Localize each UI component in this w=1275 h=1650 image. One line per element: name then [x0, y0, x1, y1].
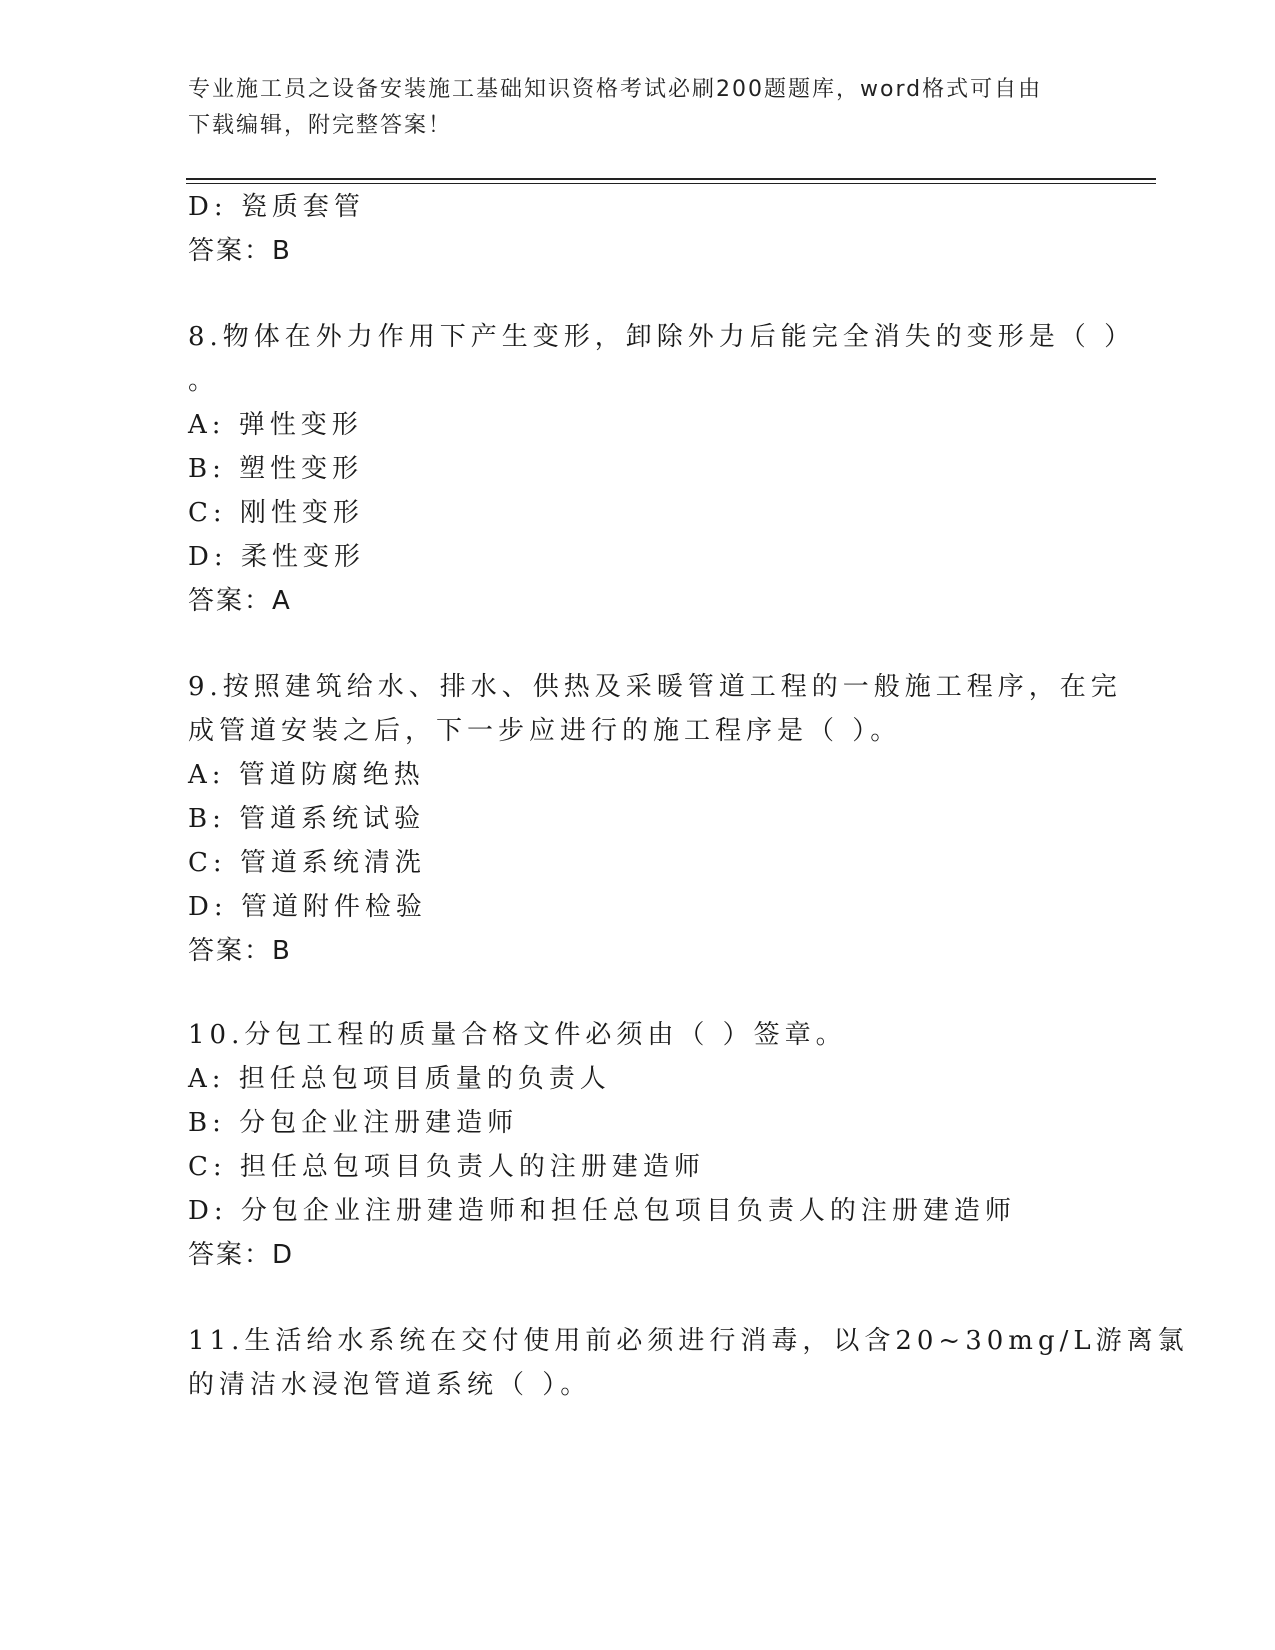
q10-option-d: D: 分包企业注册建造师和担任总包项目负责人的注册建造师 — [188, 1196, 1016, 1226]
prev-answer: 答案：B — [188, 236, 292, 266]
q8-stem-line-2: 。 — [188, 366, 220, 396]
header-rule-thin — [186, 183, 1156, 184]
q10-answer: 答案：D — [188, 1240, 295, 1270]
q8-option-b: B: 塑性变形 — [188, 454, 364, 484]
q10-option-a: A: 担任总包项目质量的负责人 — [188, 1064, 611, 1094]
q8-answer: 答案：A — [188, 586, 292, 616]
q8-option-a: A: 弹性变形 — [188, 410, 363, 440]
q9-option-c: C: 管道系统清洗 — [188, 848, 426, 878]
q9-stem-line-2: 成管道安装之后，下一步应进行的施工程序是（ ）。 — [188, 716, 902, 746]
q9-option-b: B: 管道系统试验 — [188, 804, 426, 834]
q9-stem-line-1: 9.按照建筑给水、排水、供热及采暖管道工程的一般施工程序，在完 — [188, 672, 1122, 702]
q9-answer: 答案：B — [188, 936, 292, 966]
q8-option-d: D: 柔性变形 — [188, 542, 365, 572]
q11-stem-line-2: 的清洁水浸泡管道系统（ ）。 — [188, 1370, 592, 1400]
q8-stem-line-1: 8.物体在外力作用下产生变形，卸除外力后能完全消失的变形是（ ） — [188, 322, 1136, 352]
q10-stem-line-1: 10.分包工程的质量合格文件必须由（ ）签章。 — [188, 1020, 847, 1050]
q9-option-d: D: 管道附件检验 — [188, 892, 427, 922]
prev-option-d: D: 瓷质套管 — [188, 192, 365, 222]
header-line-1: 专业施工员之设备安装施工基础知识资格考试必刷200题题库，word格式可自由 — [188, 77, 1043, 102]
q9-option-a: A: 管道防腐绝热 — [188, 760, 425, 790]
q11-stem-line-1: 11.生活给水系统在交付使用前必须进行消毒，以含20~30mg/L游离氯 — [188, 1326, 1189, 1356]
q8-option-c: C: 刚性变形 — [188, 498, 364, 528]
q10-option-b: B: 分包企业注册建造师 — [188, 1108, 519, 1138]
page-header — [188, 72, 1088, 144]
header-line-2: 下载编辑，附完整答案！ — [188, 113, 453, 138]
header-rule-thick — [186, 178, 1156, 180]
q10-option-c: C: 担任总包项目负责人的注册建造师 — [188, 1152, 705, 1182]
